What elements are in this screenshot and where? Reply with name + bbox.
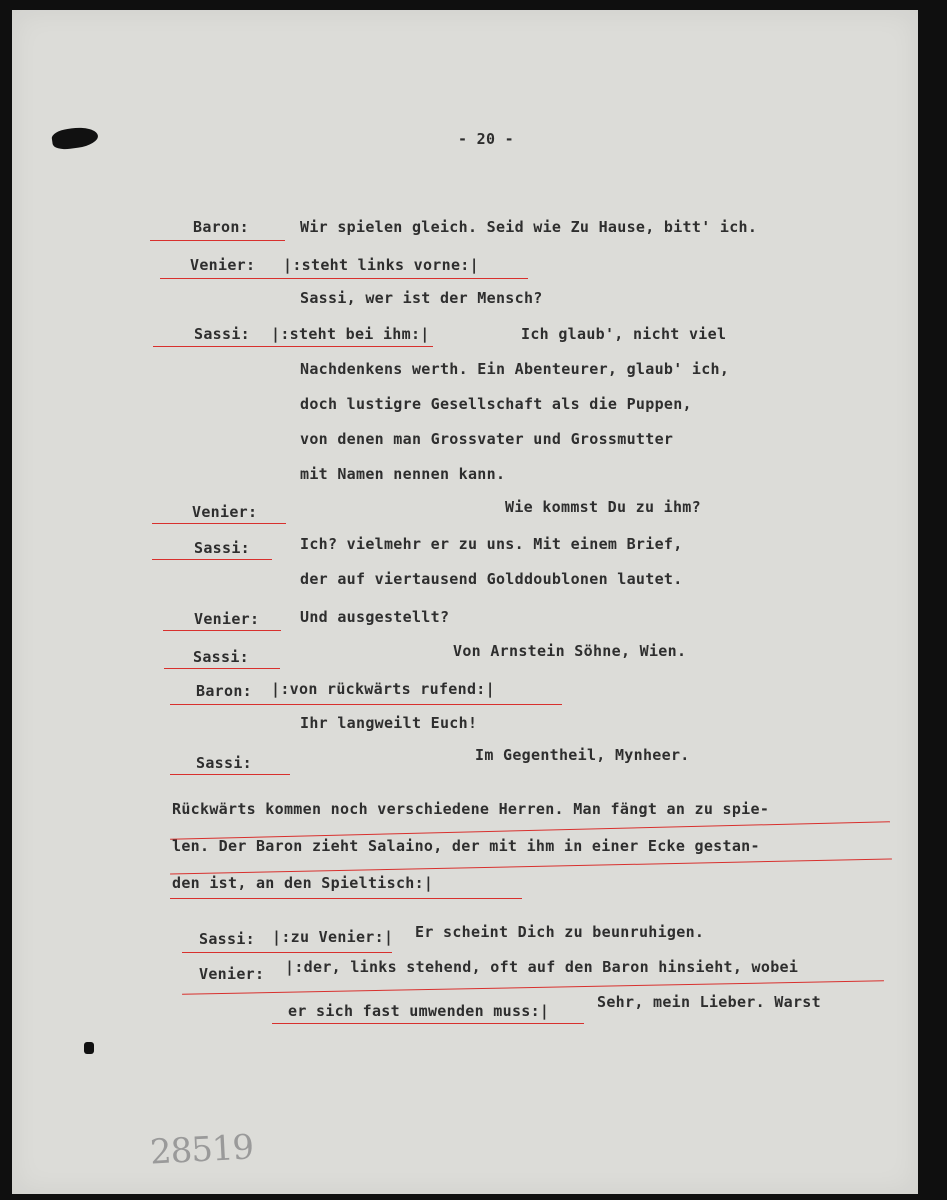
stage-direction: |:zu Venier:| bbox=[272, 928, 394, 946]
stage-underline bbox=[170, 898, 522, 899]
punch-hole-dot bbox=[84, 1042, 94, 1054]
stage-direction: |:von rückwärts rufend:| bbox=[271, 680, 495, 698]
speaker-label: Baron: bbox=[193, 218, 249, 236]
stage-direction: den ist, an den Spieltisch:| bbox=[172, 874, 434, 892]
speaker-label: Baron: bbox=[196, 682, 252, 700]
dialogue-line: Von Arnstein Söhne, Wien. bbox=[453, 642, 687, 660]
stage-direction: |:steht links vorne:| bbox=[283, 256, 479, 274]
dialogue-line: Ihr langweilt Euch! bbox=[300, 714, 478, 732]
speaker-label: Sassi: bbox=[194, 325, 250, 343]
dialogue-line: Und ausgestellt? bbox=[300, 608, 450, 626]
speaker-underline bbox=[163, 630, 281, 631]
speaker-label: Sassi: bbox=[193, 648, 249, 666]
page-number: - 20 - bbox=[458, 130, 514, 148]
stage-direction: |:steht bei ihm:| bbox=[271, 325, 430, 343]
speaker-underline bbox=[150, 240, 285, 241]
dialogue-line: von denen man Grossvater und Grossmutter bbox=[300, 430, 674, 448]
speaker-underline bbox=[164, 668, 280, 669]
dialogue-line: Im Gegentheil, Mynheer. bbox=[475, 746, 690, 764]
speaker-underline bbox=[152, 559, 272, 560]
speaker-underline bbox=[170, 704, 562, 705]
dialogue-line: Ich glaub', nicht viel bbox=[521, 325, 727, 343]
speaker-label: Venier: bbox=[194, 610, 260, 628]
dialogue-line: Sehr, mein Lieber. Warst bbox=[597, 993, 821, 1011]
stage-direction: |:der, links stehend, oft auf den Baron hinsieht, wobei bbox=[285, 958, 799, 976]
speaker-underline bbox=[170, 774, 290, 775]
dialogue-line: Er scheint Dich zu beunruhigen. bbox=[415, 923, 705, 941]
dialogue-line: Ich? vielmehr er zu uns. Mit einem Brief, bbox=[300, 535, 683, 553]
speaker-label: Sassi: bbox=[199, 930, 255, 948]
stage-direction: Rückwärts kommen noch verschiedene Herren. Man fängt an zu spie- bbox=[172, 800, 770, 818]
speaker-label: Sassi: bbox=[196, 754, 252, 772]
archive-number: 28519 bbox=[149, 1127, 255, 1173]
speaker-label: Venier: bbox=[192, 503, 258, 521]
dialogue-line: der auf viertausend Golddoublonen lautet. bbox=[300, 570, 683, 588]
dialogue-line: Wir spielen gleich. Seid wie Zu Hause, bitt' ich. bbox=[300, 218, 758, 236]
dialogue-line: mit Namen nennen kann. bbox=[300, 465, 506, 483]
stage-direction: len. Der Baron zieht Salaino, der mit ihm in einer Ecke gestan- bbox=[172, 837, 760, 855]
stage-direction: er sich fast umwenden muss:| bbox=[288, 1002, 550, 1020]
speaker-label: Venier: bbox=[199, 965, 265, 983]
dialogue-line: doch lustigre Gesellschaft als die Puppen, bbox=[300, 395, 692, 413]
stage-underline bbox=[272, 1023, 584, 1024]
speaker-label: Sassi: bbox=[194, 539, 250, 557]
speaker-underline bbox=[160, 278, 528, 279]
speaker-underline bbox=[153, 346, 433, 347]
dialogue-line: Wie kommst Du zu ihm? bbox=[505, 498, 701, 516]
speaker-underline bbox=[152, 523, 286, 524]
dialogue-line: Nachdenkens werth. Ein Abenteurer, glaub' ich, bbox=[300, 360, 730, 378]
speaker-label: Venier: bbox=[190, 256, 256, 274]
dialogue-line: Sassi, wer ist der Mensch? bbox=[300, 289, 543, 307]
speaker-underline bbox=[182, 952, 392, 953]
